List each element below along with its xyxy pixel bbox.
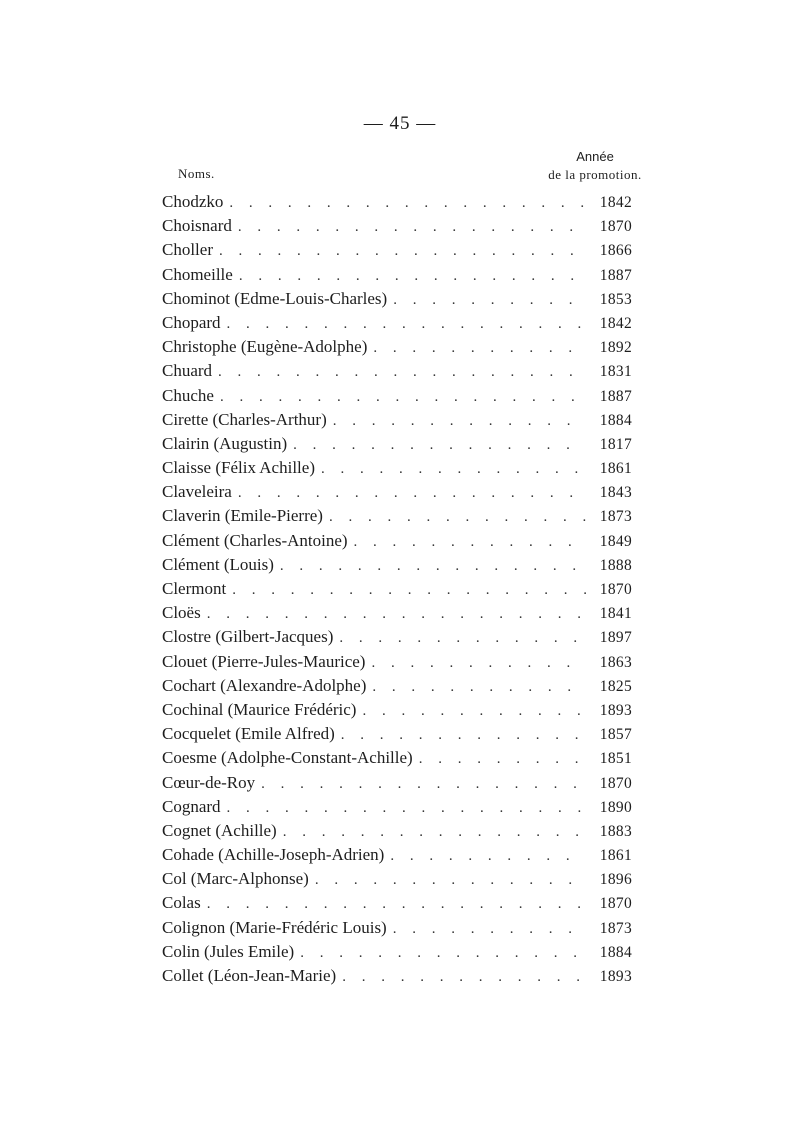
- list-item: [162, 821, 632, 845]
- list-item: [162, 797, 632, 821]
- list-item: [162, 627, 632, 651]
- dot-leader: [233, 268, 586, 285]
- entry-name: Cognard: [162, 796, 221, 816]
- list-item: [162, 240, 632, 264]
- entry-year: 1842: [599, 194, 632, 211]
- entry-year: 1817: [599, 435, 632, 453]
- entry-year: 1873: [599, 508, 632, 526]
- entry-name: Choller: [162, 240, 213, 260]
- entry-year: 1863: [599, 653, 632, 671]
- dot-leader: [232, 219, 586, 236]
- entry-name: Claisse (Félix Achille): [162, 458, 315, 478]
- entry-name: Cochart (Alexandre-Adolphe): [162, 675, 367, 695]
- dot-leader: [223, 195, 586, 212]
- dot-leader: [384, 848, 586, 865]
- entry-year: 1825: [599, 677, 632, 695]
- list-item: [162, 966, 632, 990]
- entry-name: Chomeille: [162, 264, 233, 284]
- list-item: [162, 265, 632, 289]
- entry-year: 1884: [599, 943, 632, 961]
- list-item: [162, 386, 632, 410]
- entry-year: 1851: [599, 750, 632, 768]
- list-item: [162, 531, 632, 555]
- dot-leader: [255, 776, 586, 793]
- dot-leader: [213, 243, 586, 260]
- dot-leader: [232, 485, 586, 502]
- list-item: [162, 482, 632, 506]
- entry-name: Cognet (Achille): [162, 820, 277, 840]
- entry-name: Cloës: [162, 603, 201, 623]
- list-item: [162, 603, 632, 627]
- entry-name: Cochinal (Maurice Frédéric): [162, 699, 357, 719]
- entry-year: 1870: [599, 218, 632, 236]
- entry-year: 1896: [599, 871, 632, 889]
- dot-leader: [214, 389, 586, 406]
- list-item: [162, 555, 632, 579]
- list-item: [162, 700, 632, 724]
- entry-year: 1897: [599, 629, 632, 647]
- entry-name: Col (Marc-Alphonse): [162, 869, 309, 889]
- entry-name: Claveleira: [162, 482, 232, 502]
- dot-leader: [309, 872, 586, 889]
- list-item: [162, 458, 632, 482]
- entry-year: 1887: [599, 266, 632, 284]
- entry-name: Collet (Léon-Jean-Marie): [162, 966, 337, 985]
- entry-name: Clairin (Augustin): [162, 433, 288, 453]
- entry-name: Colignon (Marie-Frédéric Louis): [162, 917, 387, 937]
- entry-year: 1831: [599, 363, 632, 381]
- dot-leader: [315, 461, 586, 478]
- entry-year: 1873: [599, 919, 632, 937]
- list-item: [162, 337, 632, 361]
- dot-leader: [277, 824, 586, 841]
- entry-year: 1857: [599, 726, 632, 744]
- entry-year: 1870: [599, 895, 632, 913]
- list-item: [162, 773, 632, 797]
- entry-name: Claverin (Emile-Pierre): [162, 506, 323, 526]
- list-item: [162, 192, 632, 216]
- entry-name: Clément (Louis): [162, 554, 274, 574]
- entry-name: Christophe (Eugène-Adolphe): [162, 337, 368, 357]
- entry-year: 1884: [599, 411, 632, 429]
- entry-name: Chuche: [162, 385, 214, 405]
- list-item: [162, 918, 632, 942]
- dot-leader: [201, 606, 586, 623]
- entry-year: 1883: [599, 822, 632, 840]
- column-header-year: [520, 148, 670, 184]
- entry-year: 1887: [599, 387, 632, 405]
- dot-leader: [365, 655, 586, 672]
- list-item: [162, 579, 632, 603]
- dot-leader: [335, 727, 586, 744]
- dot-leader: [201, 896, 586, 913]
- entry-year: 1842: [599, 314, 632, 332]
- entry-name: Chuard: [162, 361, 213, 381]
- entry-name: Clément (Charles-Antoine): [162, 530, 348, 550]
- column-header-year-line1: Année: [576, 149, 614, 164]
- entry-name: Clermont: [162, 579, 227, 598]
- entry-year: 1866: [599, 242, 632, 260]
- dot-leader: [294, 945, 586, 962]
- entry-year: 1841: [599, 605, 632, 623]
- list-item: [162, 893, 632, 917]
- dot-leader: [413, 751, 586, 768]
- entry-name: Cœur-de-Roy: [162, 772, 256, 792]
- list-item: [162, 506, 632, 530]
- entry-year: 1849: [599, 532, 632, 550]
- dot-leader: [212, 364, 586, 381]
- entry-year: 1893: [599, 968, 632, 985]
- dot-leader: [348, 534, 586, 551]
- entry-year: 1893: [599, 701, 632, 719]
- dot-leader: [387, 921, 586, 938]
- entry-year: 1853: [599, 290, 632, 308]
- list-item: [162, 845, 632, 869]
- page-number: — 45 —: [363, 113, 437, 134]
- entry-name: Chopard: [162, 312, 221, 332]
- list-item: [162, 216, 632, 240]
- entry-year: 1890: [599, 798, 632, 816]
- list-item: [162, 434, 632, 458]
- dot-leader: [323, 509, 586, 526]
- dot-leader: [333, 630, 586, 647]
- entry-name: Chodzko: [162, 192, 224, 211]
- entry-year: 1870: [599, 581, 632, 598]
- entry-name: Cohade (Achille-Joseph-Adrien): [162, 845, 385, 865]
- dot-leader: [221, 316, 586, 333]
- column-header-year-line2: de la promotion.: [548, 167, 642, 182]
- list-item: [162, 676, 632, 700]
- entry-name: Colin (Jules Emile): [162, 941, 295, 961]
- entry-year: 1861: [599, 460, 632, 478]
- entry-year: 1888: [599, 556, 632, 574]
- entry-year: 1843: [599, 484, 632, 502]
- dot-leader: [366, 679, 586, 696]
- dot-leader: [387, 292, 586, 309]
- dot-leader: [336, 969, 586, 986]
- entry-year: 1870: [599, 774, 632, 792]
- entry-year: 1892: [599, 339, 632, 357]
- list-item: [162, 724, 632, 748]
- column-header-names: Noms.: [178, 166, 215, 181]
- entry-name: Colas: [162, 893, 201, 913]
- entry-name: Choisnard: [162, 216, 232, 236]
- list-item: [162, 748, 632, 772]
- entry-year: 1861: [599, 847, 632, 865]
- dot-leader: [226, 582, 586, 599]
- dot-leader: [367, 340, 586, 357]
- list-item: [162, 652, 632, 676]
- list-item: [162, 289, 632, 313]
- dot-leader: [274, 558, 586, 575]
- entry-name: Clostre (Gilbert-Jacques): [162, 627, 334, 647]
- dot-leader: [356, 703, 586, 720]
- list-item: [162, 361, 632, 385]
- entry-name: Cirette (Charles-Arthur): [162, 409, 327, 429]
- entry-name: Cocquelet (Emile Alfred): [162, 724, 335, 744]
- name-list: [162, 192, 632, 990]
- list-item: [162, 869, 632, 893]
- dot-leader: [327, 413, 586, 430]
- list-item: [162, 942, 632, 966]
- list-item: [162, 410, 632, 434]
- entry-name: Coesme (Adolphe-Constant-Achille): [162, 748, 413, 768]
- entry-name: Clouet (Pierre-Jules-Maurice): [162, 651, 366, 671]
- entry-name: Chominot (Edme-Louis-Charles): [162, 288, 388, 308]
- dot-leader: [221, 800, 586, 817]
- list-item: [162, 313, 632, 337]
- dot-leader: [287, 437, 586, 454]
